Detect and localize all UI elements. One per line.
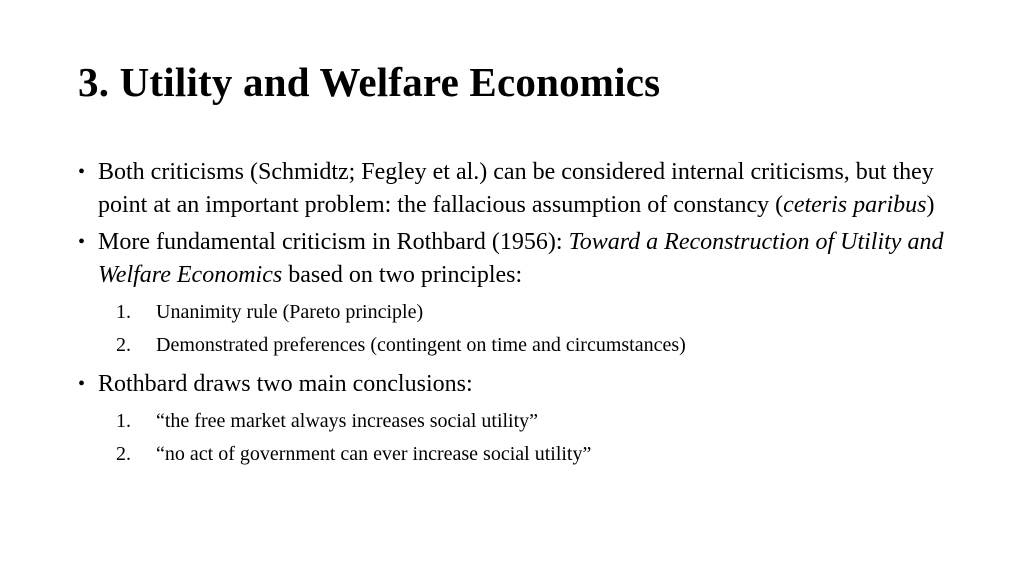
bullet-italic-text: ceteris paribus (783, 192, 927, 218)
numbered-list-item (78, 405, 958, 438)
bullet-text: Both criticisms (Schmidtz; Fegley et al.) can be considered internal criticisms, but they point at an important problem: the fallacious assumption of constancy ( (98, 159, 934, 218)
bullet-item (78, 226, 958, 292)
numbered-list-item (78, 296, 958, 329)
numbered-list (78, 296, 958, 362)
list-number: 2. (116, 443, 131, 465)
list-number: 1. (116, 410, 131, 432)
list-item-text: “no act of government can ever increase social utility” (156, 443, 592, 465)
numbered-list-item (78, 329, 958, 362)
bullet-dot: • (78, 161, 86, 183)
bullet-text: Rothbard draws two main conclusions: (98, 371, 473, 397)
slide-title: 3. Utility and Welfare Economics (78, 59, 661, 105)
list-number: 2. (116, 334, 131, 356)
list-item-text: Demonstrated preferences (contingent on time and circumstances) (156, 334, 686, 356)
bullet-item (78, 368, 958, 401)
bullet-text: based on two principles: (282, 262, 523, 288)
bullet-item (78, 156, 958, 222)
numbered-list-item (78, 438, 958, 471)
bullet-italic-text: Toward a Reconstruction of Utility and Welfare Economics (98, 229, 944, 288)
bullet-text: ) (926, 192, 935, 218)
bullet-dot: • (78, 373, 86, 395)
numbered-list (78, 405, 958, 471)
list-item-text: Unanimity rule (Pareto principle) (156, 301, 424, 323)
list-item-text: “the free market always increases social utility” (156, 410, 539, 432)
list-number: 1. (116, 301, 131, 323)
bullet-dot: • (78, 231, 86, 253)
slide-body (78, 156, 958, 477)
bullet-text: More fundamental criticism in Rothbard (1956): (98, 229, 569, 255)
